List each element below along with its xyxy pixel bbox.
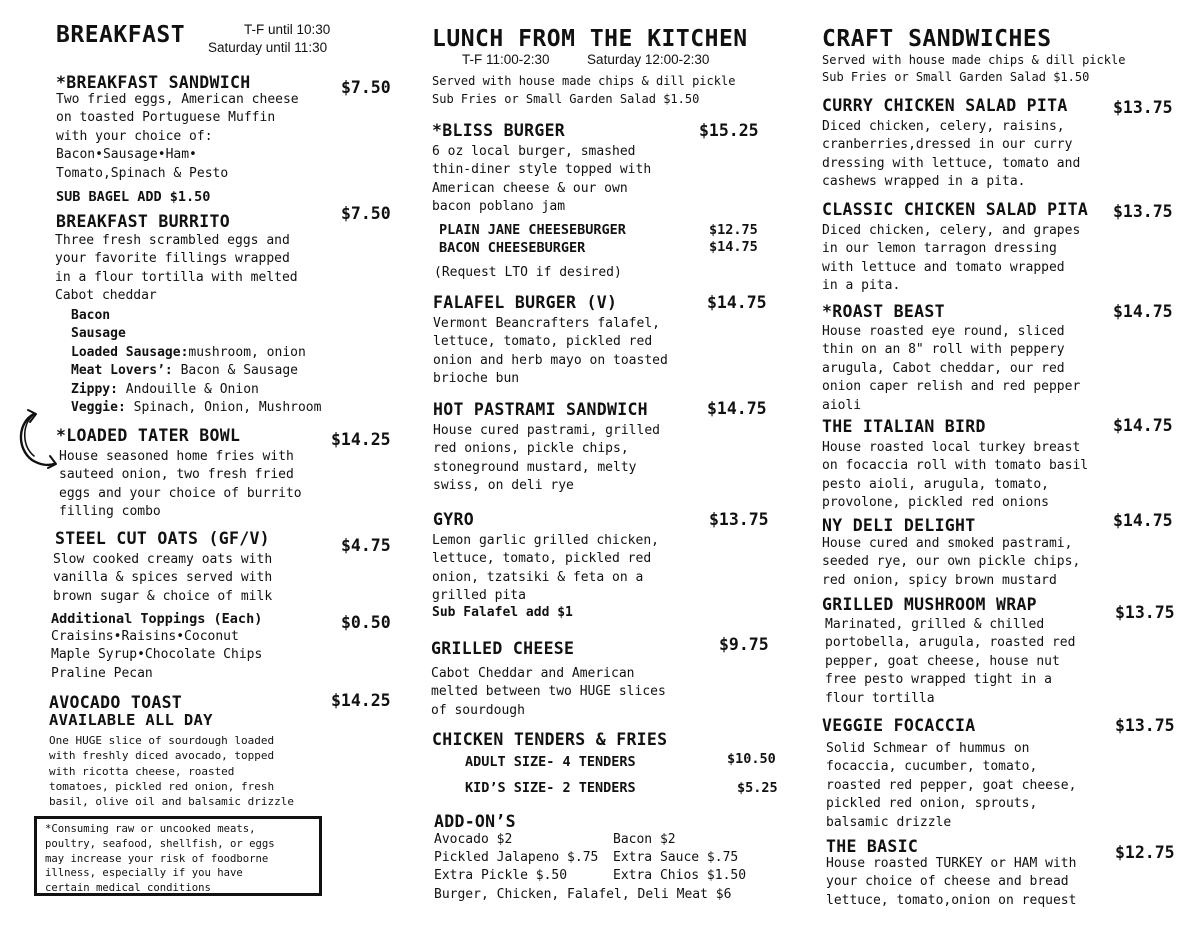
addon-item: Extra Chios $1.50 xyxy=(613,868,747,883)
tenders-kid-size: KID’S SIZE- 2 TENDERS xyxy=(465,780,636,796)
burrito-filling: Loaded Sausage:mushroom, onion xyxy=(71,344,306,360)
bliss-burger-name: *BLISS BURGER xyxy=(432,121,566,140)
food-safety-disclaimer: *Consuming raw or uncooked meats, poultry, seafood, shellfish, or eggs may increase your risk of foodborne illness, especially if you have certain medical conditions xyxy=(34,816,322,896)
steel-cut-oats-desc: Slow cooked creamy oats with vanilla & spices served with brown sugar & choice of milk xyxy=(53,552,273,604)
craft-heading: CRAFT SANDWICHES xyxy=(822,26,1052,52)
burrito-filling: Bacon xyxy=(71,308,111,323)
burrito-filling: Sausage xyxy=(71,326,126,342)
falafel-burger-name: FALAFEL BURGER (V) xyxy=(433,293,618,312)
bacon-cheeseburger-price: $14.75 xyxy=(709,239,758,255)
breakfast-hours-weekday: T-F until 10:30 xyxy=(244,22,331,37)
veggie-focaccia-price: $13.75 xyxy=(1115,716,1175,735)
additional-toppings-desc: Craisins•Raisins•Coconut Maple Syrup•Chocolate Chips Praline Pecan xyxy=(51,629,263,681)
tenders-adult-price: $10.50 xyxy=(727,751,776,767)
tenders-adult-size: ADULT SIZE- 4 TENDERS xyxy=(465,754,636,770)
addon-item: Extra Sauce $.75 xyxy=(613,850,739,865)
loaded-tater-bowl-desc: House seasoned home fries with sauteed onion, two fresh fried eggs and your choice of burrito filling combo xyxy=(59,449,302,520)
grilled-mushroom-wrap-name: GRILLED MUSHROOM WRAP xyxy=(822,595,1037,614)
breakfast-burrito-name: BREAKFAST BURRITO xyxy=(56,212,230,231)
craft-served-note: Served with house made chips & dill pickle Sub Fries or Small Garden Salad $1.50 xyxy=(822,53,1126,84)
grilled-cheese-name: GRILLED CHEESE xyxy=(431,639,575,658)
curry-chicken-pita-desc: Diced chicken, celery, raisins, cranberries,dressed in our curry dressing with lettuce, tomato and cashews wrapped in a pita. xyxy=(822,119,1081,190)
classic-chicken-pita-desc: Diced chicken, celery, and grapes in our lemon tarragon dressing with lettuce and tomato wrapped in a pita. xyxy=(822,223,1081,294)
gyro-sub-falafel: Sub Falafel add $1 xyxy=(432,605,573,620)
italian-bird-price: $14.75 xyxy=(1113,416,1173,435)
falafel-burger-price: $14.75 xyxy=(707,293,767,312)
breakfast-sandwich-name: *BREAKFAST SANDWICH xyxy=(56,73,251,92)
steel-cut-oats-price: $4.75 xyxy=(341,536,391,555)
gyro-price: $13.75 xyxy=(709,510,769,529)
hot-pastrami-name: HOT PASTRAMI SANDWICH xyxy=(433,400,648,419)
the-basic-price: $12.75 xyxy=(1115,843,1175,862)
italian-bird-desc: House roasted local turkey breast on focaccia roll with tomato basil pesto aioli, arugula, tomato, provolone, pickled red onions xyxy=(822,440,1089,511)
ny-deli-delight-desc: House cured and smoked pastrami, seeded rye, our own pickle chips, red onion, spicy brown mustard xyxy=(822,536,1081,588)
veggie-focaccia-name: VEGGIE FOCACCIA xyxy=(822,716,976,735)
tenders-kid-price: $5.25 xyxy=(737,780,778,796)
hot-pastrami-desc: House cured pastrami, grilled red onions, pickle chips, stoneground mustard, melty swiss, on deli rye xyxy=(433,423,660,494)
bacon-cheeseburger-name: BACON CHEESEBURGER xyxy=(439,240,586,256)
hot-pastrami-price: $14.75 xyxy=(707,399,767,418)
plain-jane-cheeseburger-price: $12.75 xyxy=(709,222,758,238)
roast-beast-name: *ROAST BEAST xyxy=(822,302,945,321)
the-basic-name: THE BASIC xyxy=(826,837,919,856)
bliss-burger-desc: 6 oz local burger, smashed thin-diner style topped with American cheese & our own bacon poblano jam xyxy=(432,144,652,215)
grilled-mushroom-wrap-desc: Marinated, grilled & chilled portobella, arugula, roasted red pepper, goat cheese, house nut free pesto wrapped tight in a flour tortilla xyxy=(825,617,1076,706)
classic-chicken-pita-name: CLASSIC CHICKEN SALAD PITA xyxy=(822,200,1089,219)
avocado-toast-subtitle: AVAILABLE ALL DAY xyxy=(49,711,213,729)
breakfast-heading: BREAKFAST xyxy=(56,22,186,48)
curry-chicken-pita-price: $13.75 xyxy=(1113,98,1173,117)
breakfast-burrito-desc: Three fresh scrambled eggs and your favorite fillings wrapped in a flour tortilla with melted Cabot cheddar xyxy=(55,233,298,304)
ny-deli-delight-price: $14.75 xyxy=(1113,511,1173,530)
addon-item: Avocado $2 xyxy=(434,832,513,847)
hand-drawn-arrow-icon xyxy=(12,408,60,470)
gyro-desc: Lemon garlic grilled chicken, lettuce, tomato, pickled red onion, tzatsiki & feta on a grilled pita xyxy=(432,533,659,604)
grilled-cheese-desc: Cabot Cheddar and American melted between two HUGE slices of sourdough xyxy=(431,666,666,718)
addon-item: Bacon $2 xyxy=(613,832,676,847)
additional-toppings-name: Additional Toppings (Each) xyxy=(51,611,263,627)
burrito-filling: Meat Lovers’: Bacon & Sausage xyxy=(71,363,298,379)
breakfast-sandwich-desc: Two fried eggs, American cheese on toasted Portuguese Muffin with your choice of: Bacon•Sausage•Ham• Tomato,Spinach & Pesto xyxy=(56,92,299,181)
classic-chicken-pita-price: $13.75 xyxy=(1113,202,1173,221)
lto-note: (Request LTO if desired) xyxy=(434,265,622,280)
italian-bird-name: THE ITALIAN BIRD xyxy=(822,417,986,436)
grilled-cheese-price: $9.75 xyxy=(719,635,769,654)
burrito-filling: Veggie: Spinach, Onion, Mushroom xyxy=(71,400,322,416)
lunch-served-note: Served with house made chips & dill pickle Sub Fries or Small Garden Salad $1.50 xyxy=(432,74,736,106)
steel-cut-oats-name: STEEL CUT OATS (GF/V) xyxy=(55,529,270,548)
lunch-hours: T-F 11:00-2:30 Saturday 12:00-2:30 xyxy=(462,52,710,67)
loaded-tater-bowl-price: $14.25 xyxy=(331,430,391,449)
the-basic-desc: House roasted TURKEY or HAM with your choice of cheese and bread lettuce, tomato,onion on request xyxy=(826,856,1077,908)
curry-chicken-pita-name: CURRY CHICKEN SALAD PITA xyxy=(822,96,1068,115)
avocado-toast-price: $14.25 xyxy=(331,691,391,710)
addon-item: Pickled Jalapeno $.75 xyxy=(434,850,599,865)
grilled-mushroom-wrap-price: $13.75 xyxy=(1115,603,1175,622)
addon-item: Burger, Chicken, Falafel, Deli Meat $6 xyxy=(434,887,732,902)
gyro-name: GYRO xyxy=(433,510,474,529)
breakfast-sandwich-price: $7.50 xyxy=(341,78,391,97)
roast-beast-desc: House roasted eye round, sliced thin on an 8" roll with peppery arugula, Cabot cheddar, our red onion caper relish and red pepper aioli xyxy=(822,324,1081,413)
addon-item: Extra Pickle $.50 xyxy=(434,868,568,883)
breakfast-hours-saturday: Saturday until 11:30 xyxy=(208,40,328,55)
bliss-burger-price: $15.25 xyxy=(699,121,759,140)
sub-bagel-note: SUB BAGEL ADD $1.50 xyxy=(56,189,211,205)
chicken-tenders-name: CHICKEN TENDERS & FRIES xyxy=(432,730,668,749)
lunch-heading: LUNCH FROM THE KITCHEN xyxy=(432,26,748,52)
roast-beast-price: $14.75 xyxy=(1113,302,1173,321)
ny-deli-delight-name: NY DELI DELIGHT xyxy=(822,516,976,535)
falafel-burger-desc: Vermont Beancrafters falafel, lettuce, tomato, pickled red onion and herb mayo on toasted brioche bun xyxy=(433,316,668,387)
loaded-tater-bowl-name: *LOADED TATER BOWL xyxy=(56,426,241,445)
burrito-filling: Zippy: Andouille & Onion xyxy=(71,381,259,397)
avocado-toast-desc: One HUGE slice of sourdough loaded with freshly diced avocado, topped with ricotta cheese, roasted tomatoes, pickled red onion, fresh basil, olive oil and balsamic drizzle xyxy=(49,734,295,809)
breakfast-burrito-price: $7.50 xyxy=(341,204,391,223)
burrito-fillings-list xyxy=(71,307,341,417)
avocado-toast-name: AVOCADO TOAST xyxy=(49,693,183,712)
veggie-focaccia-desc: Solid Schmear of hummus on focaccia, cucumber, tomato, roasted red pepper, goat cheese, pickled red onion, sprouts, balsamic drizzle xyxy=(826,741,1077,830)
additional-toppings-price: $0.50 xyxy=(341,613,391,632)
addons-heading: ADD-ON’S xyxy=(434,812,516,831)
plain-jane-cheeseburger-name: PLAIN JANE CHEESEBURGER xyxy=(439,222,626,238)
